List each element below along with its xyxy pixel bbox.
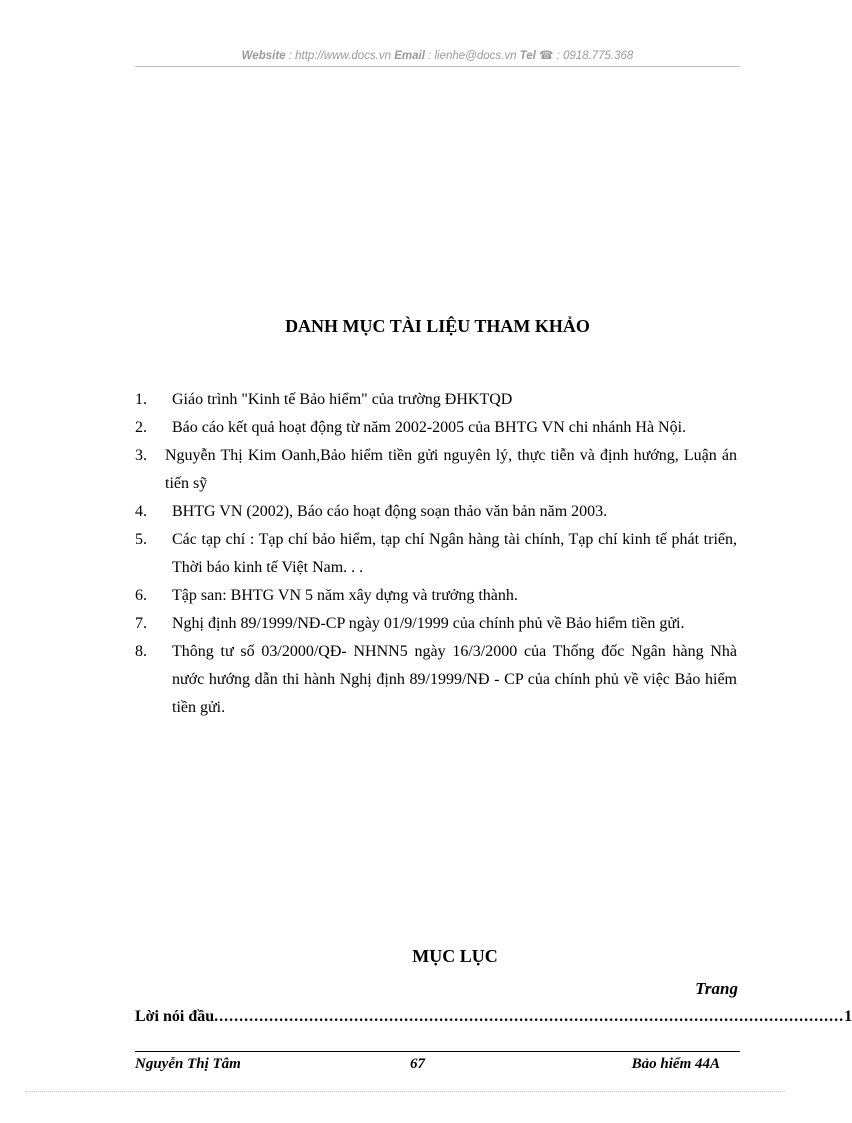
email-value: : lienhe@docs.vn (424, 50, 520, 62)
email-label: Email (394, 50, 425, 62)
reference-text: Báo cáo kết quả hoạt động từ năm 2002-2005 của BHTG VN chi nhánh Hà Nội. (172, 419, 687, 436)
list-item (135, 526, 737, 582)
page-bottom-border (25, 1091, 785, 1092)
website-value: : http://www.docs.vn (285, 50, 395, 62)
footer-page-number: 67 (410, 1056, 425, 1072)
list-item (135, 582, 737, 610)
footer-divider (135, 1051, 740, 1052)
list-item (135, 638, 737, 722)
reference-number: 3. (135, 447, 147, 464)
reference-number: 5. (135, 531, 147, 548)
list-item (135, 610, 737, 638)
header-divider (135, 66, 740, 67)
reference-text: Nghị định 89/1999/NĐ-CP ngày 01/9/1999 của chính phủ về Bảo hiểm tiền gửi. (172, 615, 685, 632)
reference-number: 1. (135, 391, 147, 408)
toc-title: MỤC LỤC (412, 946, 498, 966)
reference-text: BHTG VN (2002), Báo cáo hoạt động soạn thảo văn bản năm 2003. (172, 503, 608, 520)
toc-entry (135, 1008, 852, 1026)
list-item (135, 442, 737, 498)
tel-value: ☎ : 0918.775.368 (535, 50, 634, 62)
list-item (135, 498, 737, 526)
list-item (135, 414, 737, 442)
references-list (135, 386, 737, 722)
footer-author: Nguyễn Thị Tâm (135, 1056, 241, 1072)
reference-text: Giáo trình "Kinh tế Bảo hiểm" của trường ĐHKTQD (172, 391, 513, 408)
toc-entry-page: 1 (844, 1008, 852, 1025)
reference-number: 4. (135, 503, 147, 520)
toc-entry-label: Lời nói đầu (135, 1008, 215, 1025)
reference-number: 6. (135, 587, 147, 604)
toc-page-column-header: Trang (695, 979, 738, 998)
page-header (135, 48, 740, 62)
reference-text: Nguyễn Thị Kim Oanh,Bảo hiểm tiền gửi nguyên lý, thực tiễn và định hướng, Luận án tiến sỹ (165, 447, 737, 492)
reference-number: 7. (135, 615, 147, 632)
reference-number: 2. (135, 419, 147, 436)
reference-text: Thông tư số 03/2000/QĐ- NHNN5 ngày 16/3/2000 của Thống đốc Ngân hàng Nhà nước hướng dẫn thi hành Nghị định 89/1999/NĐ - CP của chính phủ về việc Bảo hiểm tiền gửi. (172, 643, 737, 716)
reference-number: 8. (135, 643, 147, 660)
tel-label: Tel (519, 50, 536, 62)
reference-text: Các tạp chí : Tạp chí bảo hiểm, tạp chí Ngân hàng tài chính, Tạp chí kinh tế phát triển, Thời báo kinh tế Việt Nam. . . (172, 531, 737, 576)
toc-entry-leader: .............................................................................................................................. (214, 1008, 845, 1025)
footer-department: Bảo hiểm 44A (631, 1056, 720, 1072)
website-label: Website (241, 50, 286, 62)
references-title: DANH MỤC TÀI LIỆU THAM KHẢO (285, 316, 590, 336)
list-item (135, 386, 737, 414)
reference-text: Tập san: BHTG VN 5 năm xây dựng và trưởng thành. (172, 587, 518, 604)
